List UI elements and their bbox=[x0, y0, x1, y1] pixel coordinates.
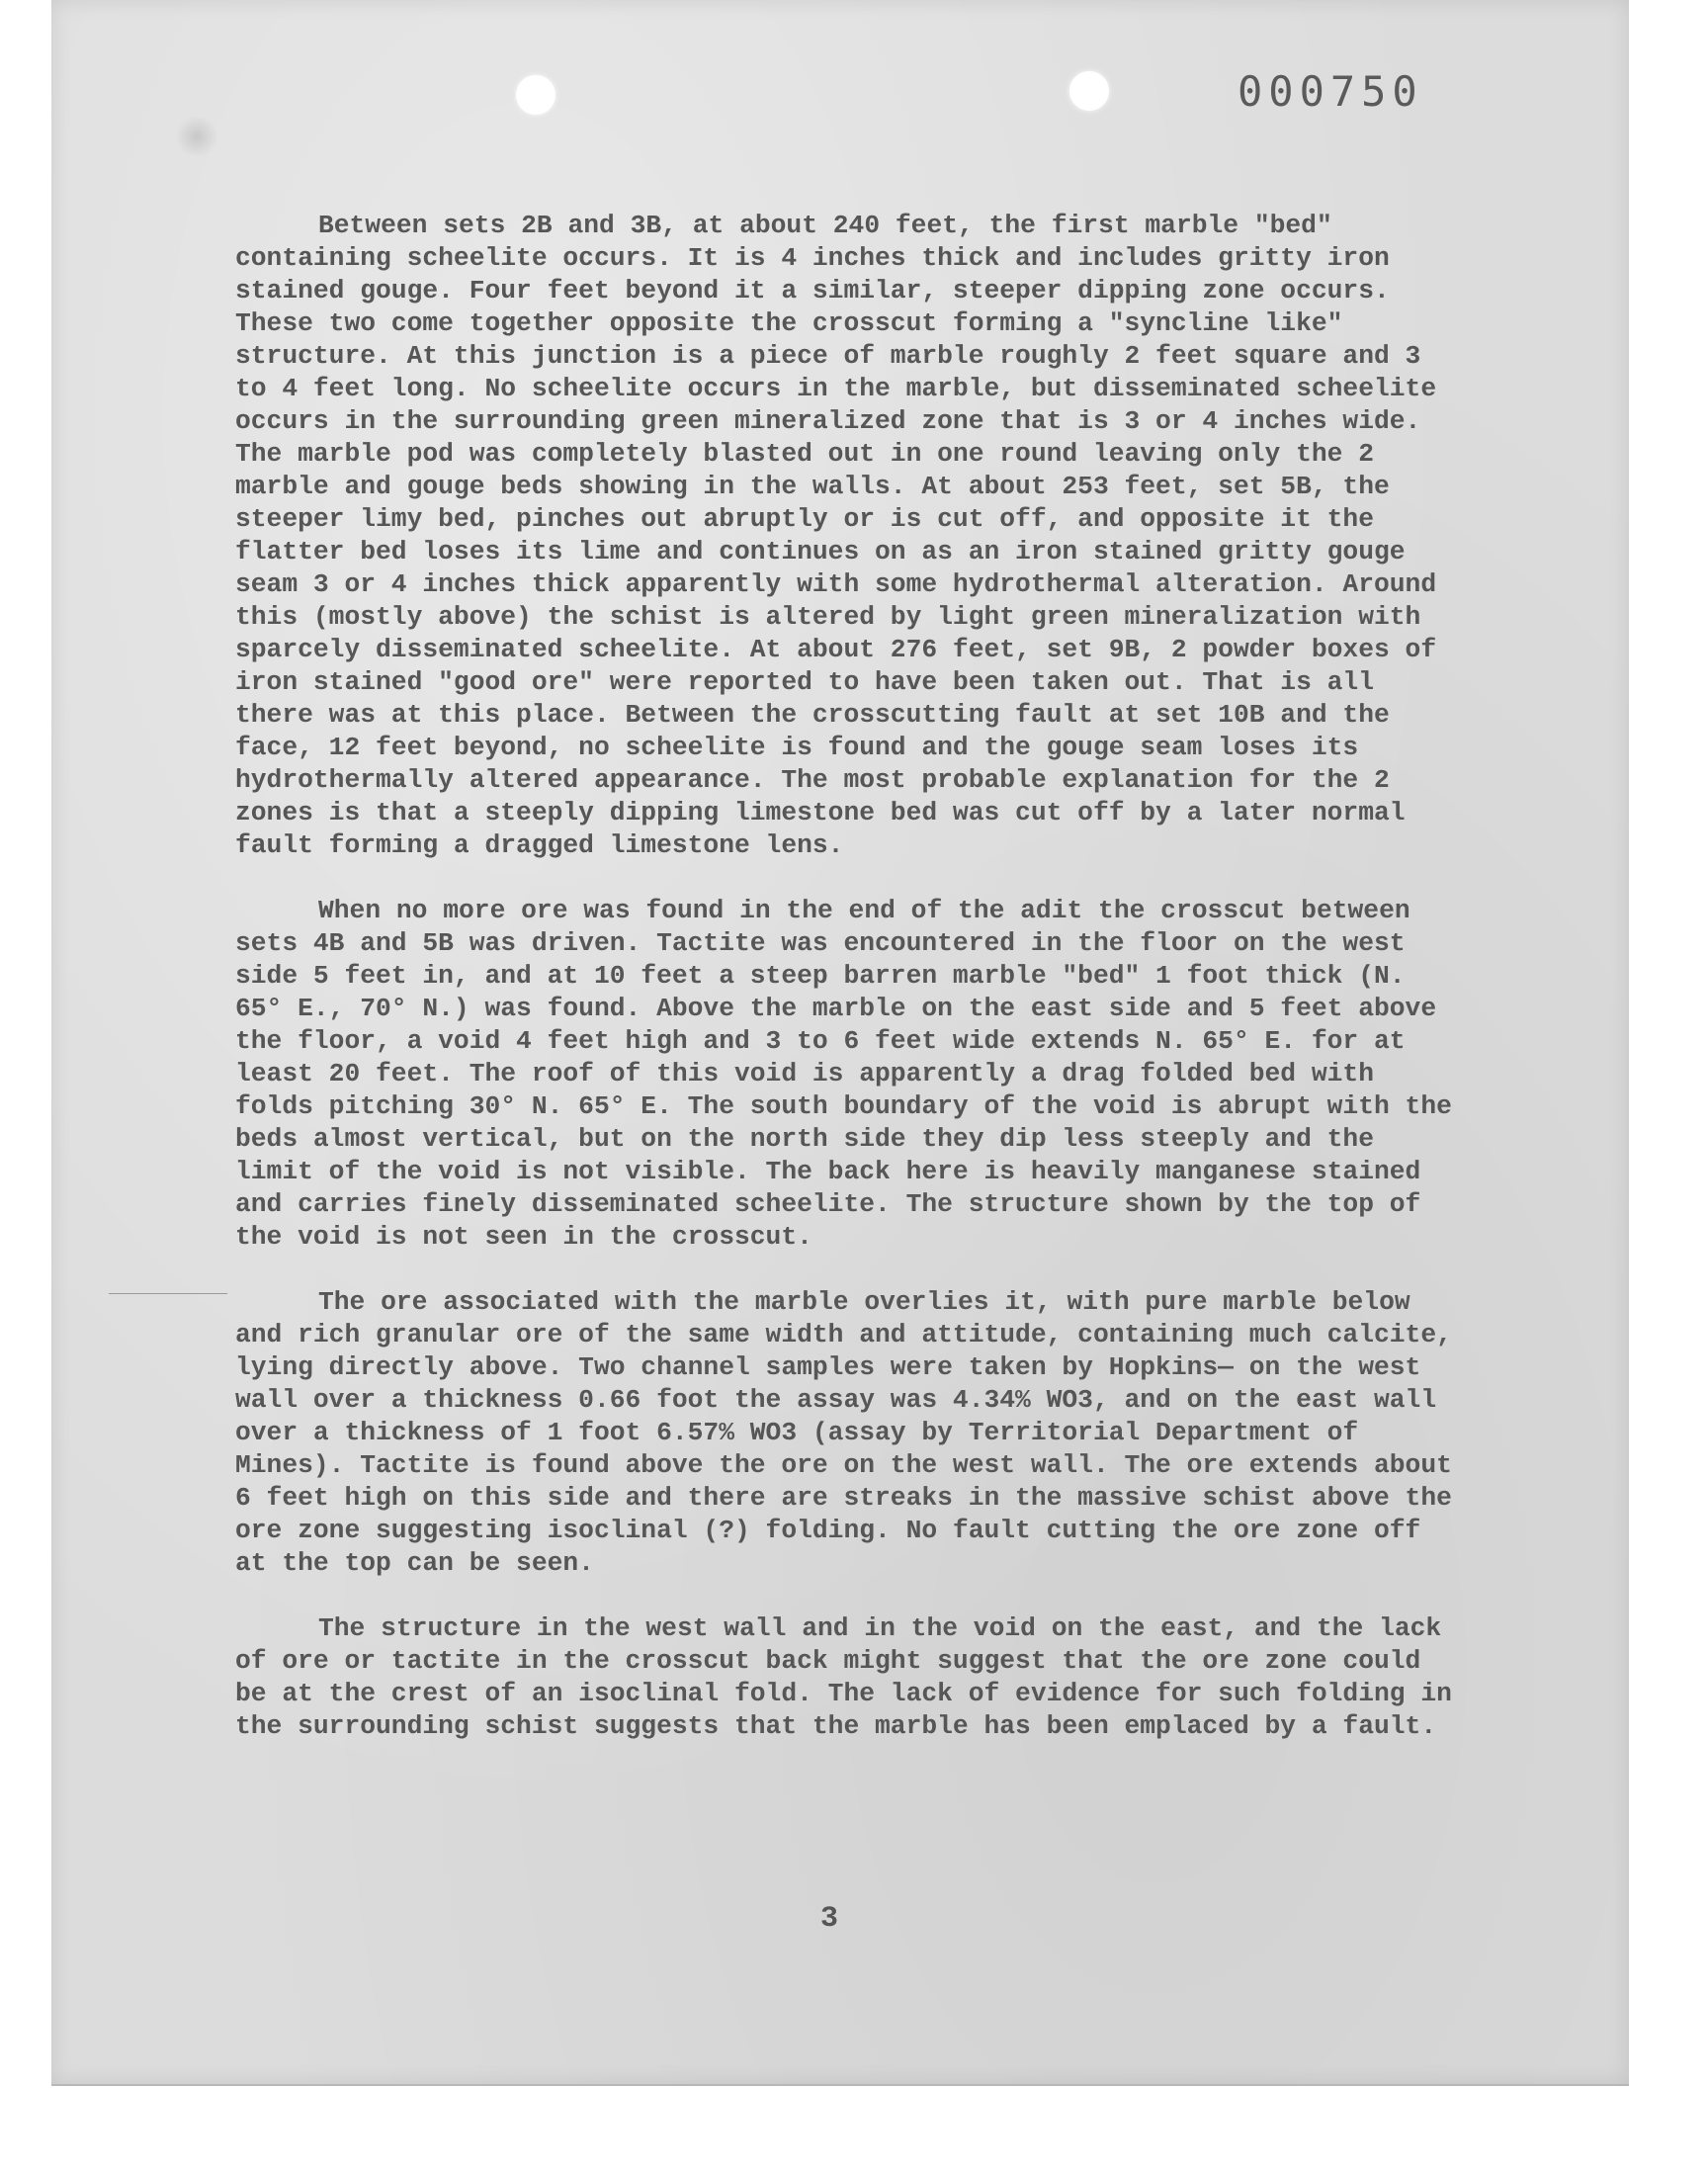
paragraph-3: The ore associated with the marble overlies it, with pure marble below and rich granular ore of the same width and attitude, containing much calcite, lying directly above. Two channel samples were taken by Hopkins— on the west wall over a thickness 0.66 foot the assay was 4.34% WO3, and on the east wall over a thickness of 1 foot 6.57% WO3 (assay by Territorial Department of Mines). Tactite is found above the ore on the west wall. The ore extends about 6 feet high on this side and there are streaks in the massive schist above the ore zone suggesting isoclinal (?) folding. No fault cutting the ore zone off at the top can be seen. bbox=[235, 1287, 1452, 1578]
punch-hole-left bbox=[516, 75, 555, 115]
punch-hole-right bbox=[1069, 71, 1109, 111]
paragraph-2: When no more ore was found in the end of the adit the crosscut between sets 4B and 5B was driven. Tactite was encountered in the floor on the west side 5 feet in, and at 10 feet a steep barren marble "bed" 1 foot thick (N. 65° E., 70° N.) was found. Above the marble on the east side and 5 feet above the floor, a void 4 feet high and 3 to 6 feet wide extends N. 65° E. for at least 20 feet. The roof of this void is apparently a drag folded bed with folds pitching 30° N. 65° E. The south boundary of the void is abrupt with the beds almost vertical, but on the north side they dip less steeply and the limit of the void is not visible. The back here is heavily manganese stained and carries finely disseminated scheelite. The structure shown by the top of the void is not seen in the crosscut. bbox=[235, 896, 1452, 1252]
document-number: 000750 bbox=[1238, 67, 1423, 116]
corner-smudge bbox=[174, 117, 219, 156]
page-bottom-edge bbox=[51, 2084, 1629, 2086]
paragraph-4: The structure in the west wall and in the void on the east, and the lack of ore or tactite in the crosscut back might suggest that the ore zone could be at the crest of an isoclinal fold. The lack of evidence for such folding in the surrounding schist suggests that the marble has been emplaced by a fault. bbox=[235, 1613, 1452, 1741]
page-number: 3 bbox=[820, 1902, 839, 1936]
paragraph-1: Between sets 2B and 3B, at about 240 feet, the first marble "bed" containing scheelite occurs. It is 4 inches thick and includes gritty iron stained gouge. Four feet beyond it a similar, steeper dipping zone occurs. These two come together opposite the crosscut forming a "syncline like" structure. At this junction is a piece of marble roughly 2 feet square and 3 to 4 feet long. No scheelite occurs in the marble, but disseminated scheelite occurs in the surrounding green mineralized zone that is 3 or 4 inches wide. The marble pod was completely blasted out in one round leaving only the 2 marble and gouge beds showing in the walls. At about 253 feet, set 5B, the steeper limy bed, pinches out abruptly or is cut off, and opposite it the flatter bed loses its lime and continues on as an iron stained gritty gouge seam 3 or 4 inches thick apparently with some hydrothermal alteration. Around this (mostly above) the schist is altered by light green mineralization with sparcely disseminated scheelite. At about 276 feet, set 9B, 2 powder boxes of iron stained "good ore" were reported to have been taken out. That is all there was at this place. Between the crosscutting fault at set 10B and the face, 12 feet beyond, no scheelite is found and the gouge seam loses its hydrothermally altered appearance. The most probable explanation for the 2 zones is that a steeply dipping limestone bed was cut off by a later normal fault forming a dragged limestone lens. bbox=[235, 211, 1437, 860]
margin-mark bbox=[109, 1293, 227, 1294]
document-body bbox=[235, 210, 1461, 1776]
